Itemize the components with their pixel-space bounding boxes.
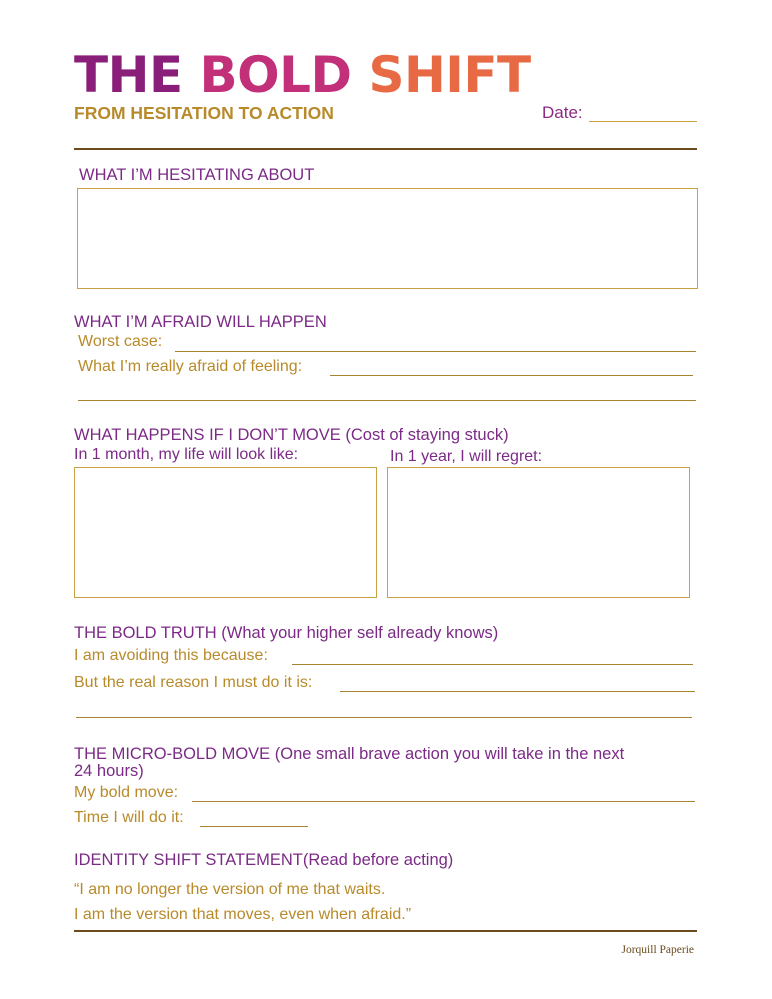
afraid-feeling-label: What I’m really afraid of feeling: (78, 358, 303, 375)
header-divider (74, 148, 697, 150)
bold-move-label: My bold move: (74, 784, 179, 801)
quote-line-2: I am the version that moves, even when afraid.” (74, 906, 412, 923)
title-word-shift: SHIFT (368, 46, 531, 104)
worst-case-line[interactable] (175, 351, 696, 352)
time-line[interactable] (200, 826, 308, 827)
bold-move-line[interactable] (192, 801, 695, 802)
date-field-line[interactable] (589, 121, 697, 122)
brand-footer: Jorquill Paperie (621, 944, 694, 956)
identity-heading: IDENTITY SHIFT STATEMENT(Read before acting) (74, 851, 454, 869)
afraid-extra-line[interactable] (78, 400, 696, 401)
time-label: Time I will do it: (74, 809, 184, 826)
title-word-bold: BOLD (199, 46, 352, 104)
reason-line[interactable] (340, 691, 695, 692)
quote-line-1: “I am no longer the version of me that waits. (74, 881, 386, 898)
year-box[interactable] (387, 467, 690, 598)
afraid-heading: WHAT I’M AFRAID WILL HAPPEN (74, 313, 327, 331)
avoiding-label: I am avoiding this because: (74, 647, 268, 664)
footer-divider (74, 930, 697, 932)
afraid-feeling-line[interactable] (330, 375, 693, 376)
date-label: Date: (542, 103, 583, 122)
micro-move-heading-1: THE MICRO-BOLD MOVE (One small brave action you will take in the next (74, 745, 625, 763)
page-title (74, 46, 531, 104)
hesitating-heading: WHAT I’M HESITATING ABOUT (79, 166, 315, 184)
worst-case-label: Worst case: (78, 333, 163, 350)
avoiding-line[interactable] (292, 664, 693, 665)
title-word-the: THE (74, 46, 183, 104)
month-label: In 1 month, my life will look like: (74, 446, 299, 463)
reason-label: But the real reason I must do it is: (74, 674, 313, 691)
truth-extra-line[interactable] (76, 717, 692, 718)
hesitating-box[interactable] (77, 188, 698, 289)
year-label: In 1 year, I will regret: (390, 448, 543, 465)
cost-heading: WHAT HAPPENS IF I DON’T MOVE (Cost of staying stuck) (74, 426, 509, 444)
micro-move-heading-2: 24 hours) (74, 762, 144, 780)
page-subtitle: FROM HESITATION TO ACTION (74, 103, 334, 123)
month-box[interactable] (74, 467, 377, 598)
truth-heading: THE BOLD TRUTH (What your higher self already knows) (74, 624, 499, 642)
